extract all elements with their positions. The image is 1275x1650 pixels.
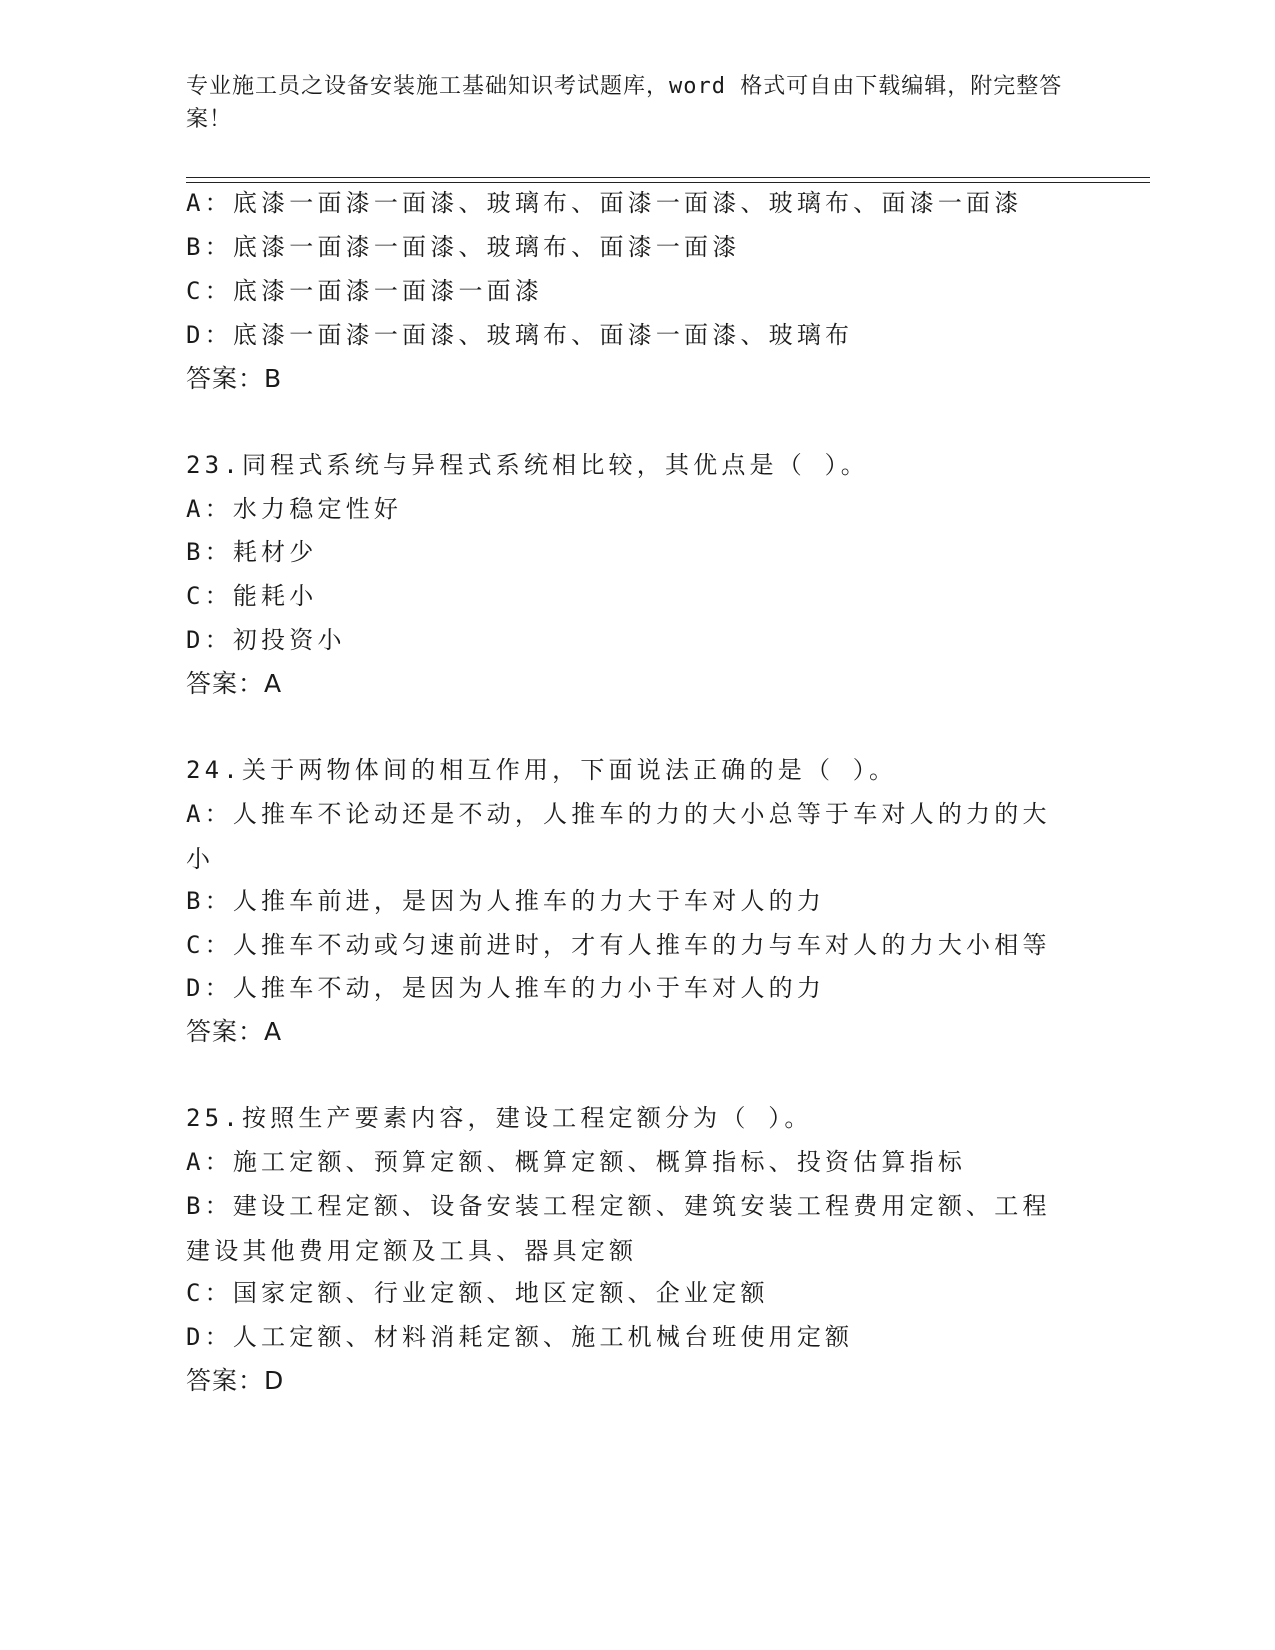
q24-option-c: C：人推车不动或匀速前进时，才有人推车的力与车对人的力大小相等 xyxy=(186,931,1051,959)
q23-question: 23.同程式系统与异程式系统相比较，其优点是（ ）。 xyxy=(186,451,869,479)
q24-option-a: A：人推车不论动还是不动，人推车的力的大小总等于车对人的力的大小 xyxy=(186,800,1051,873)
q23-option-c: C：能耗小 xyxy=(186,582,318,610)
q24-option-b: B：人推车前进，是因为人推车的力大于车对人的力 xyxy=(186,887,826,915)
q25-answer: 答案：D xyxy=(186,1366,285,1395)
q23-answer: 答案：A xyxy=(186,669,283,698)
q25-option-d: D：人工定额、材料消耗定额、施工机械台班使用定额 xyxy=(186,1323,854,1351)
q22-option-b: B：底漆一面漆一面漆、玻璃布、面漆一面漆 xyxy=(186,233,741,261)
q25-option-c: C：国家定额、行业定额、地区定额、企业定额 xyxy=(186,1279,769,1307)
document-header: 专业施工员之设备安装施工基础知识考试题库，word 格式可自由下载编辑，附完整答案！ xyxy=(186,74,1063,132)
q23-option-d: D：初投资小 xyxy=(186,626,346,654)
q22-option-d: D：底漆一面漆一面漆、玻璃布、面漆一面漆、玻璃布 xyxy=(186,321,854,349)
q25-option-b: B：建设工程定额、设备安装工程定额、建筑安装工程费用定额、工程建设其他费用定额及工具、器具定额 xyxy=(186,1192,1051,1265)
q24-question: 24.关于两物体间的相互作用，下面说法正确的是（ ）。 xyxy=(186,756,898,784)
header-divider-bottom xyxy=(186,182,1150,183)
q25-option-a: A：施工定额、预算定额、概算定额、概算指标、投资估算指标 xyxy=(186,1148,967,1176)
q23-option-a: A：水力稳定性好 xyxy=(186,495,403,523)
q22-option-a: A：底漆一面漆一面漆、玻璃布、面漆一面漆、玻璃布、面漆一面漆 xyxy=(186,189,1023,217)
q22-answer: 答案：B xyxy=(186,364,283,393)
q22-option-c: C：底漆一面漆一面漆一面漆 xyxy=(186,277,544,305)
q25-question: 25.按照生产要素内容，建设工程定额分为（ ）。 xyxy=(186,1104,813,1132)
q24-option-d: D：人推车不动，是因为人推车的力小于车对人的力 xyxy=(186,974,826,1002)
header-divider-top xyxy=(186,177,1150,178)
q23-option-b: B：耗材少 xyxy=(186,538,318,566)
q24-answer: 答案：A xyxy=(186,1017,283,1046)
